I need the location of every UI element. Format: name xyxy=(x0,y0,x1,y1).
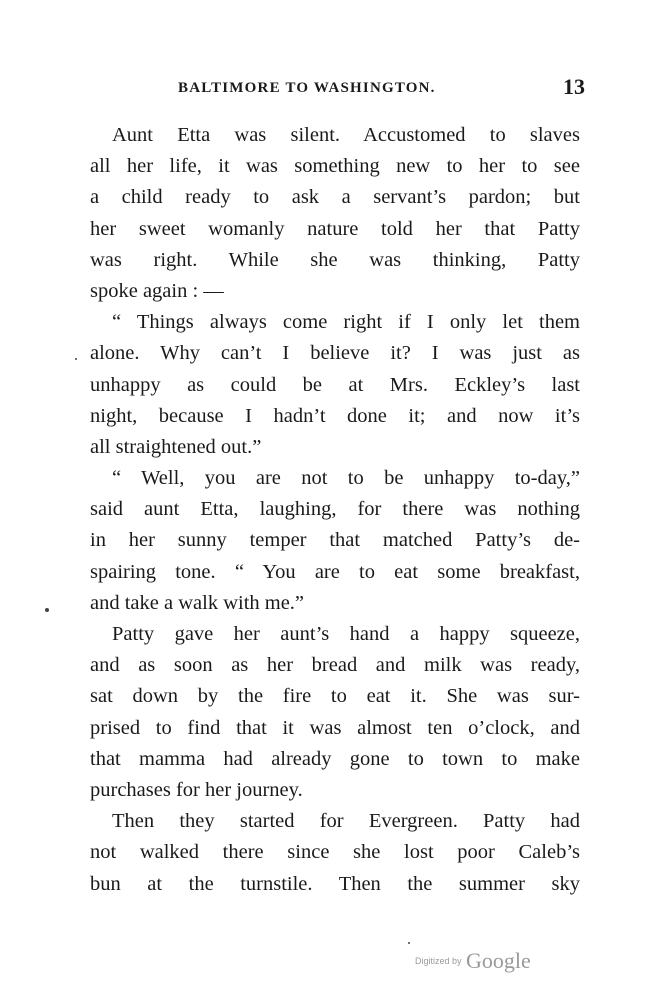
text-line: night, because I hadn’t done it; and now it’s xyxy=(90,404,580,427)
text-line: “ Things always come right if I only let them xyxy=(112,311,580,334)
scan-speck xyxy=(45,608,49,612)
text-line: not walked there since she lost poor Caleb’s xyxy=(90,841,580,864)
page-header xyxy=(90,74,585,104)
text-line: spoke again : — xyxy=(90,279,224,302)
text-line: a child ready to ask a servant’s pardon; but xyxy=(90,186,580,209)
text-line: Patty gave her aunt’s hand a happy squeeze, xyxy=(112,623,580,645)
text-line: spairing tone. “ You are to eat some breakfast, xyxy=(90,560,580,583)
text-line: unhappy as could be at Mrs. Eckley’s last xyxy=(90,373,580,396)
text-line: that mamma had already gone to town to make xyxy=(90,747,580,770)
page-number: 13 xyxy=(563,74,585,99)
digitized-by-label: Digitized by xyxy=(415,956,462,966)
scan-speck xyxy=(408,942,410,944)
text-line: said aunt Etta, laughing, for there was nothing xyxy=(90,498,580,521)
text-line: all straightened out.” xyxy=(90,435,262,458)
google-logo: Google xyxy=(465,948,531,973)
running-head: BALTIMORE TO WASHINGTON. xyxy=(178,80,436,96)
digitized-watermark xyxy=(415,948,531,974)
text-line: sat down by the fire to eat it. She was sur- xyxy=(90,685,580,708)
text-line: prised to find that it was almost ten o’clock, and xyxy=(90,716,580,739)
text-line: alone. Why can’t I believe it? I was just as xyxy=(90,342,580,365)
text-line: “ Well, you are not to be unhappy to-day,” xyxy=(112,467,580,490)
text-line: and as soon as her bread and milk was ready, xyxy=(90,654,580,677)
text-line: and take a walk with me.” xyxy=(90,591,305,614)
text-line: Aunt Etta was silent. Accustomed to slaves xyxy=(112,124,580,146)
text-line: in her sunny temper that matched Patty’s de- xyxy=(90,529,580,552)
scan-speck xyxy=(75,358,77,360)
text-line: bun at the turnstile. Then the summer sky xyxy=(90,872,580,895)
text-line: Then they started for Evergreen. Patty had xyxy=(112,810,580,833)
text-line: purchases for her journey. xyxy=(90,778,303,801)
body-text xyxy=(90,120,580,900)
text-line: was right. While she was thinking, Patty xyxy=(90,248,580,271)
text-line: her sweet womanly nature told her that Patty xyxy=(90,217,580,240)
text-line: all her life, it was something new to her to see xyxy=(90,155,580,178)
